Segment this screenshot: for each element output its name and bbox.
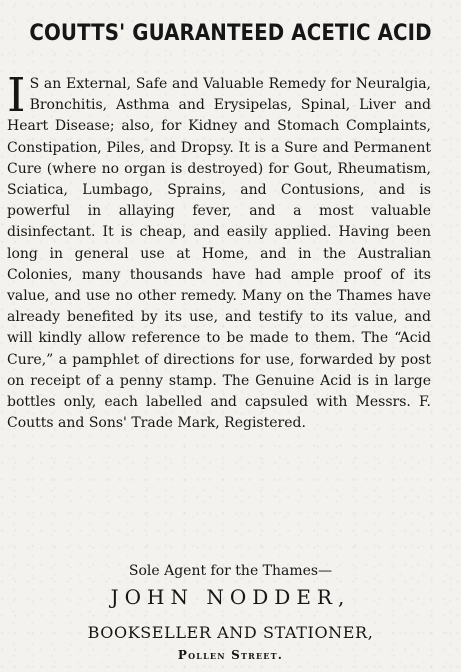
agent-name: JOHN NODDER,: [110, 585, 351, 609]
ad-body-text: S an External, Safe and Valuable Remedy for Neuralgia, Bronchitis, Asthma and Erysipelas, Spinal, Liver and Heart Disease; also, for Kidney and Stomach Complaints, Constipation, Piles, and Dropsy. It is a Sure and Permanent Cure (where no organ is destroyed) for Gout, Rheumatism, Sciatica, Lumbago, Sprains, and Contusions, and is powerful in allaying fever, and a most valuable disinfectant. It is cheap, and easily applied. Having been long in general use at Home, and in the Australian Colonies, many thousands have had ample proof of its value, and use no other remedy. Many on the Thames have already benefited by its use, and testify to its value, and will kindly allow reference to be made to them. The “Acid Cure,” a pamphlet of directions for use, forwarded by post on receipt of a penny stamp. The Genuine Acid is in large bottles only, each labelled and capsuled with Messrs. F. Coutts and Sons' Trade Mark, Registered.: [7, 76, 431, 432]
agent-trade: BOOKSELLER AND STATIONER,: [87, 623, 374, 642]
drop-cap: I: [7, 68, 26, 123]
ad-body: [7, 68, 431, 434]
ad-headline: COUTTS' GUARANTEED ACETIC ACID: [29, 21, 432, 46]
agent-street: Pollen Street.: [177, 648, 284, 662]
sole-agent-line: Sole Agent for the Thames—: [128, 563, 333, 579]
